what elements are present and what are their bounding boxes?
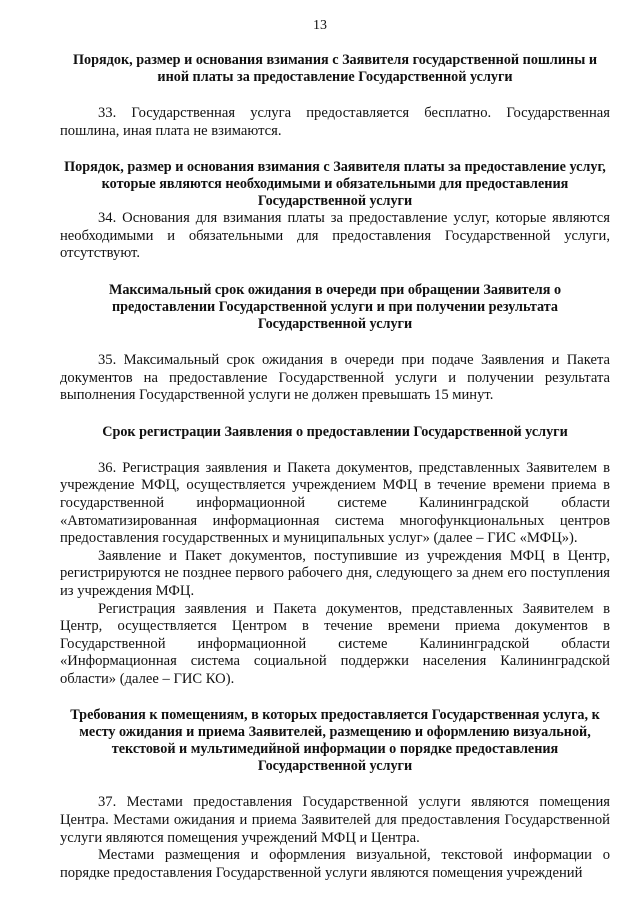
paragraph: Местами размещения и оформления визуальной, текстовой информации о порядке предоставления Государственной услуги являются помещения учреждений — [60, 847, 610, 881]
section-registration-term — [60, 424, 610, 689]
section-heading: Порядок, размер и основания взимания с Заявителя платы за предоставление услуг, которые являются необходимыми и обязательными для предоставления Государственной услуги — [64, 159, 606, 210]
section-heading: Срок регистрации Заявления о предоставлении Государственной услуги — [102, 423, 568, 440]
section-heading: Максимальный срок ожидания в очереди при обращении Заявителя о предоставлении Государственной услуги и при получении результата Государственной услуги — [108, 281, 562, 332]
paragraph: 33. Государственная услуга предоставляется бесплатно. Государственная пошлина, иная плата не взимаются. — [60, 105, 610, 139]
paragraph: Регистрация заявления и Пакета документов, представленных Заявителем в Центр, осуществляется Центром в течение времени приема документов в Государственной информационной системе Калининградской области «Информационная система социальной поддержки населения Калининградской области» (далее – ГИС КО). — [60, 600, 610, 687]
paragraph: Заявление и Пакет документов, поступившие из учреждения МФЦ в Центр, регистрируются не позднее первого рабочего дня, следующего за днем его поступления из учреждения МФЦ. — [60, 547, 610, 599]
section-additional-services-fee — [60, 159, 610, 263]
page-number: 13 — [313, 18, 327, 33]
section-premises-requirements — [60, 707, 610, 882]
paragraph: 35. Максимальный срок ожидания в очереди при подаче Заявления и Пакета документов на предоставление Государственной услуги и получении результата выполнения Государственной услуги не должен превышать 15 минут. — [60, 351, 610, 404]
section-heading: Требования к помещениям, в которых предоставляется Государственная услуга, к месту ожидания и приема Заявителей, размещению и оформлению визуальной, текстовой и мультимедийной информации о порядке предоставления Государственной услуги — [70, 707, 600, 775]
section-heading: Порядок, размер и основания взимания с Заявителя государственной пошлины и иной платы за предоставление Государственной услуги — [72, 52, 598, 85]
section-max-waiting-time — [60, 282, 610, 405]
paragraph: 37. Местами предоставления Государственной услуги являются помещения Центра. Местами ожидания и приема Заявителей для предоставления Государственной услуги являются помещения учреждений МФЦ и Центра. — [60, 794, 610, 846]
paragraph: 34. Основания для взимания платы за предоставление услуг, которые являются необходимыми и обязательными для предоставления Государственной услуги, отсутствуют. — [60, 210, 610, 262]
page-content — [60, 52, 610, 882]
section-state-fee — [60, 52, 610, 140]
paragraph: 36. Регистрация заявления и Пакета документов, представленных Заявителем в учреждение МФЦ, осуществляется учреждением МФЦ в течение времени приема в государственной информационной системе Калининградской области «Автоматизированная информационная система многофункциональных центров предоставления государственных и муниципальных услуг» (далее – ГИС «МФЦ»). — [60, 459, 610, 547]
